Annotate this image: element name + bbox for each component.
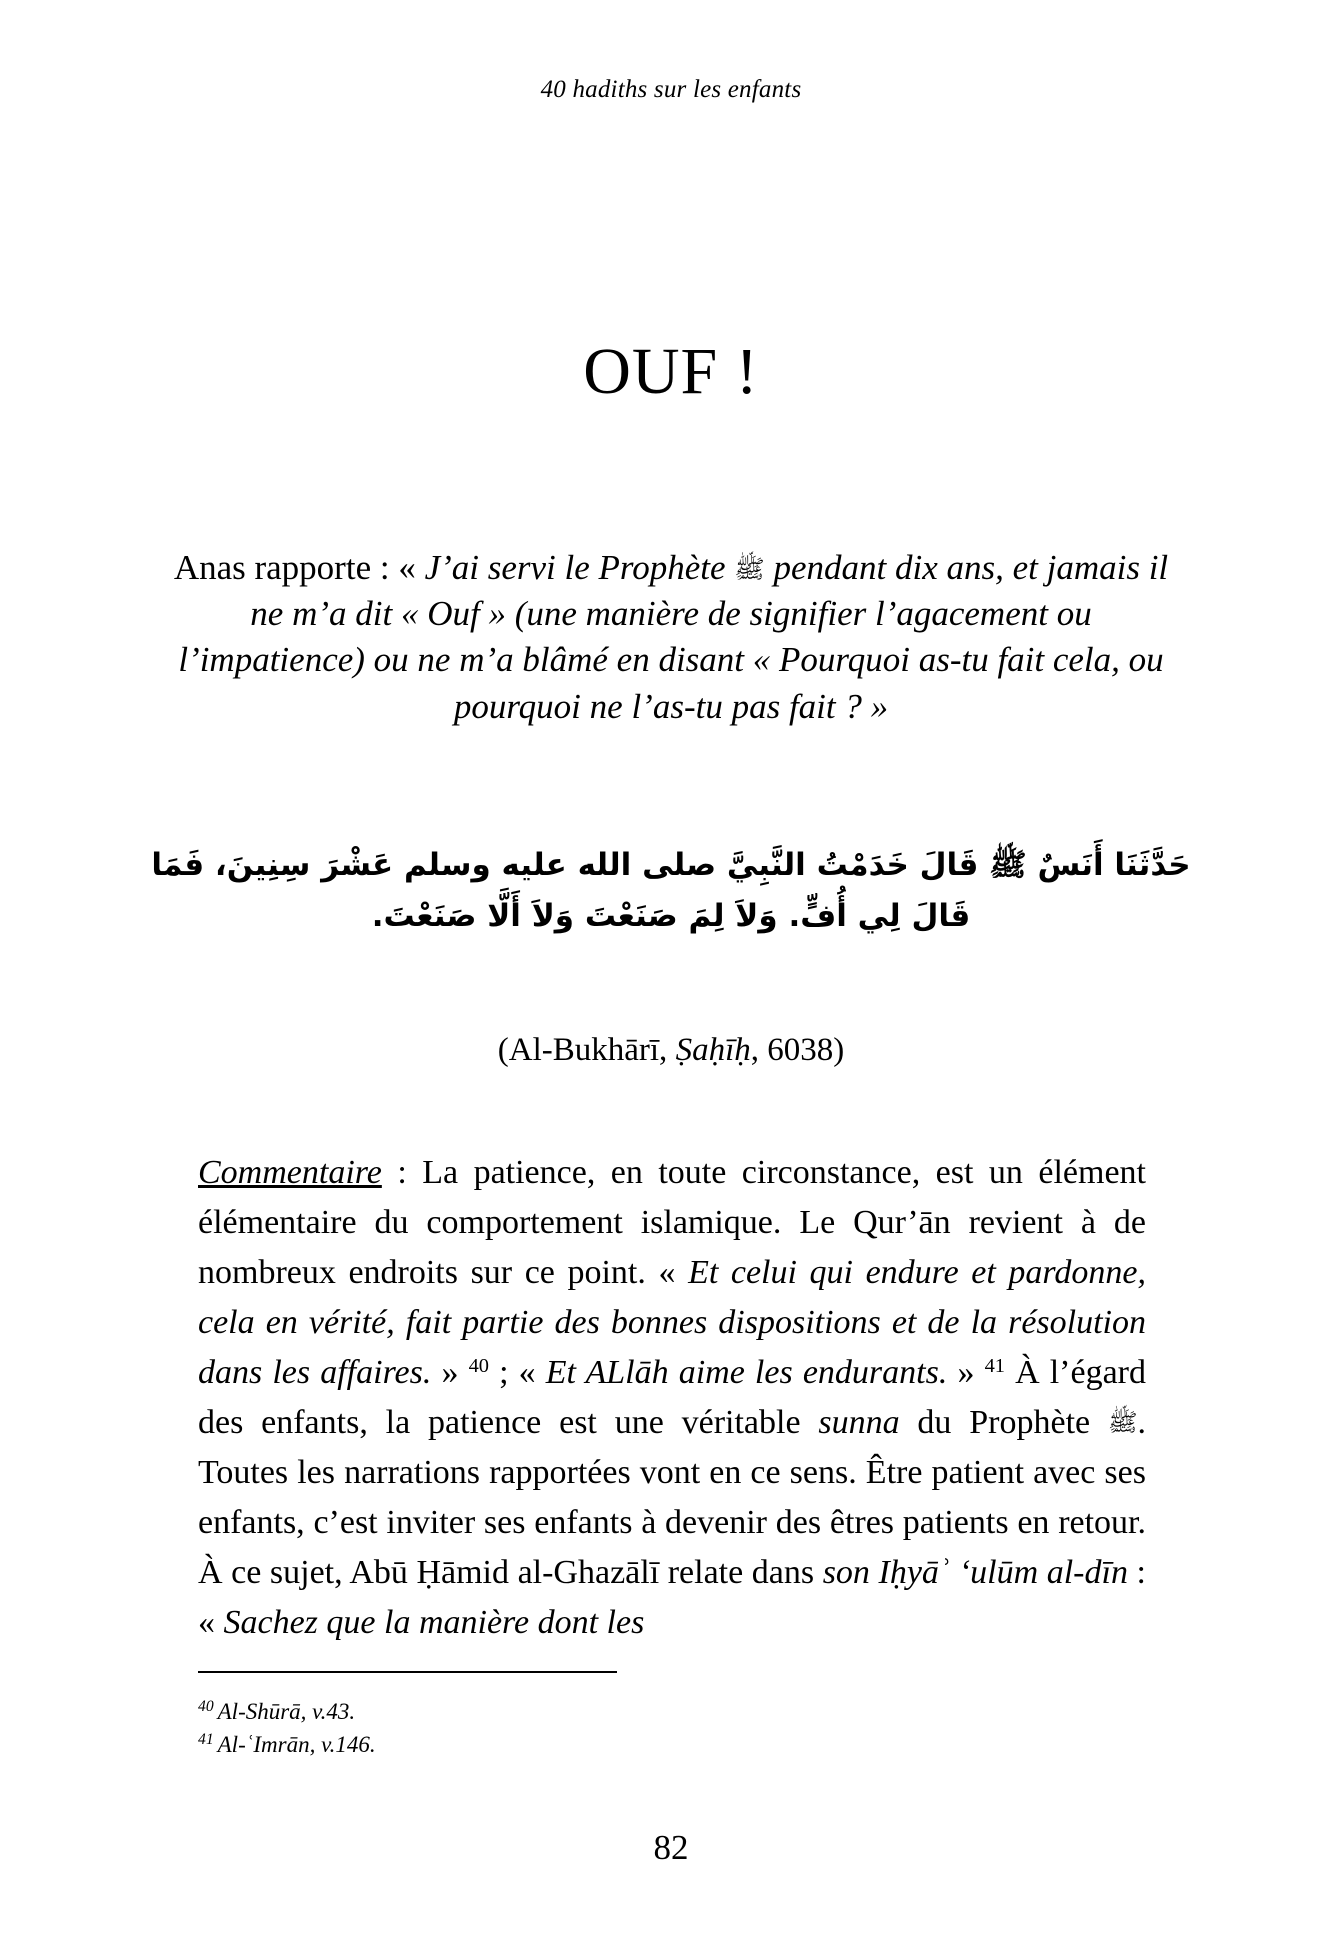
commentary-paragraph <box>198 1148 1146 1648</box>
term-sunna: sunna <box>818 1403 900 1441</box>
commentary-text-6: du Prophète <box>899 1403 1108 1441</box>
footnote-list <box>198 1696 898 1761</box>
commentary-text-8: : « <box>198 1553 1146 1641</box>
footnote-item <box>198 1729 898 1762</box>
commentary-text-4: » <box>947 1353 985 1391</box>
ghazali-quote: Sachez que la manière dont les <box>223 1603 645 1641</box>
footnote-text: Al-ʿImrān, v.146. <box>217 1731 376 1757</box>
quran-quote-1: Et celui qui endure et pardonne, cela en vérité, fait partie des bonnes dispositions et de la résolution dans les affaires. <box>198 1253 1146 1391</box>
commentary-separator: : <box>381 1154 423 1191</box>
hadith-narrator-intro: Anas rapporte : « <box>173 548 425 587</box>
sallallahu-alayhi-wasallam-icon: ﷺ <box>734 553 765 583</box>
commentary-label: Commentaire <box>198 1154 382 1191</box>
quran-quote-2: Et ALlāh aime les endurants. <box>545 1353 948 1391</box>
hadith-source-citation <box>0 1032 1342 1069</box>
footnote-text: Al-Shūrā, v.43. <box>217 1699 356 1724</box>
footnote-number: 40 <box>198 1698 214 1716</box>
hadith-translation <box>171 545 1171 730</box>
hadith-text-part-1: J’ai servi le Prophète <box>424 548 735 587</box>
sallallahu-alayhi-wasallam-icon: ﷺ <box>1107 1407 1138 1437</box>
source-suffix: , 6038) <box>750 1032 845 1068</box>
source-prefix: (Al-Bukhārī, <box>497 1032 676 1068</box>
footnote-number: 41 <box>198 1730 214 1748</box>
book-title-ihya: son Iḥyāʾ ʻulūm al-dīn <box>822 1553 1128 1591</box>
source-work-title: Ṣaḥīḥ <box>675 1032 751 1068</box>
commentary-text-1: La patience, en toute circonstance, est un élément élémentaire du comportement islamique. Le Qur’ān revient à de nombreux endroits sur ce point. « <box>198 1154 1146 1291</box>
hadith-arabic <box>150 840 1192 942</box>
footnote-item <box>198 1696 898 1729</box>
footnote-marker-41[interactable]: 41 <box>984 1354 1005 1377</box>
hadith-arabic-line-1: حَدَّثَنَا أَنَسٌ ﷺ قَالَ خَدَمْتُ النَّبِيَّ صلى الله عليه وسلم عَشْرَ سِنِينَ، فَمَا <box>151 847 1191 883</box>
hadith-text-part-2: pendant dix ans, et jamais il ne m’a dit « Ouf » (une manière de signifier l’agacement ou l’impatience) ou ne m’a blâmé en disant « Pourquoi as-tu fait cela, ou pourquoi ne l’as-tu pas fait ? » <box>178 548 1169 726</box>
page-title: OUF ! <box>583 335 759 409</box>
commentary-text-3: ; « <box>488 1353 546 1391</box>
commentary-text-5: À l’égard des enfants, la patience est une véritable <box>198 1353 1147 1441</box>
page-number: 82 <box>653 1828 689 1867</box>
hadith-arabic-line-2: قَالَ لِي أُفٍّ. وَلاَ لِمَ صَنَعْتَ وَلاَ أَلَّا صَنَعْتَ. <box>371 898 971 935</box>
footnote-marker-40[interactable]: 40 <box>468 1354 489 1377</box>
footnote-separator-rule <box>198 1671 617 1673</box>
running-head: 40 hadiths sur les enfants <box>540 76 802 103</box>
commentary-text-7: . Toutes les narrations rapportées vont en ce sens. Être patient avec ses enfants, c’est inviter ses enfants à devenir des êtres patients en retour. À ce sujet, Abū Ḥāmid al-Ghazālī relate dans <box>198 1403 1147 1591</box>
commentary-text-2: » <box>431 1353 469 1391</box>
